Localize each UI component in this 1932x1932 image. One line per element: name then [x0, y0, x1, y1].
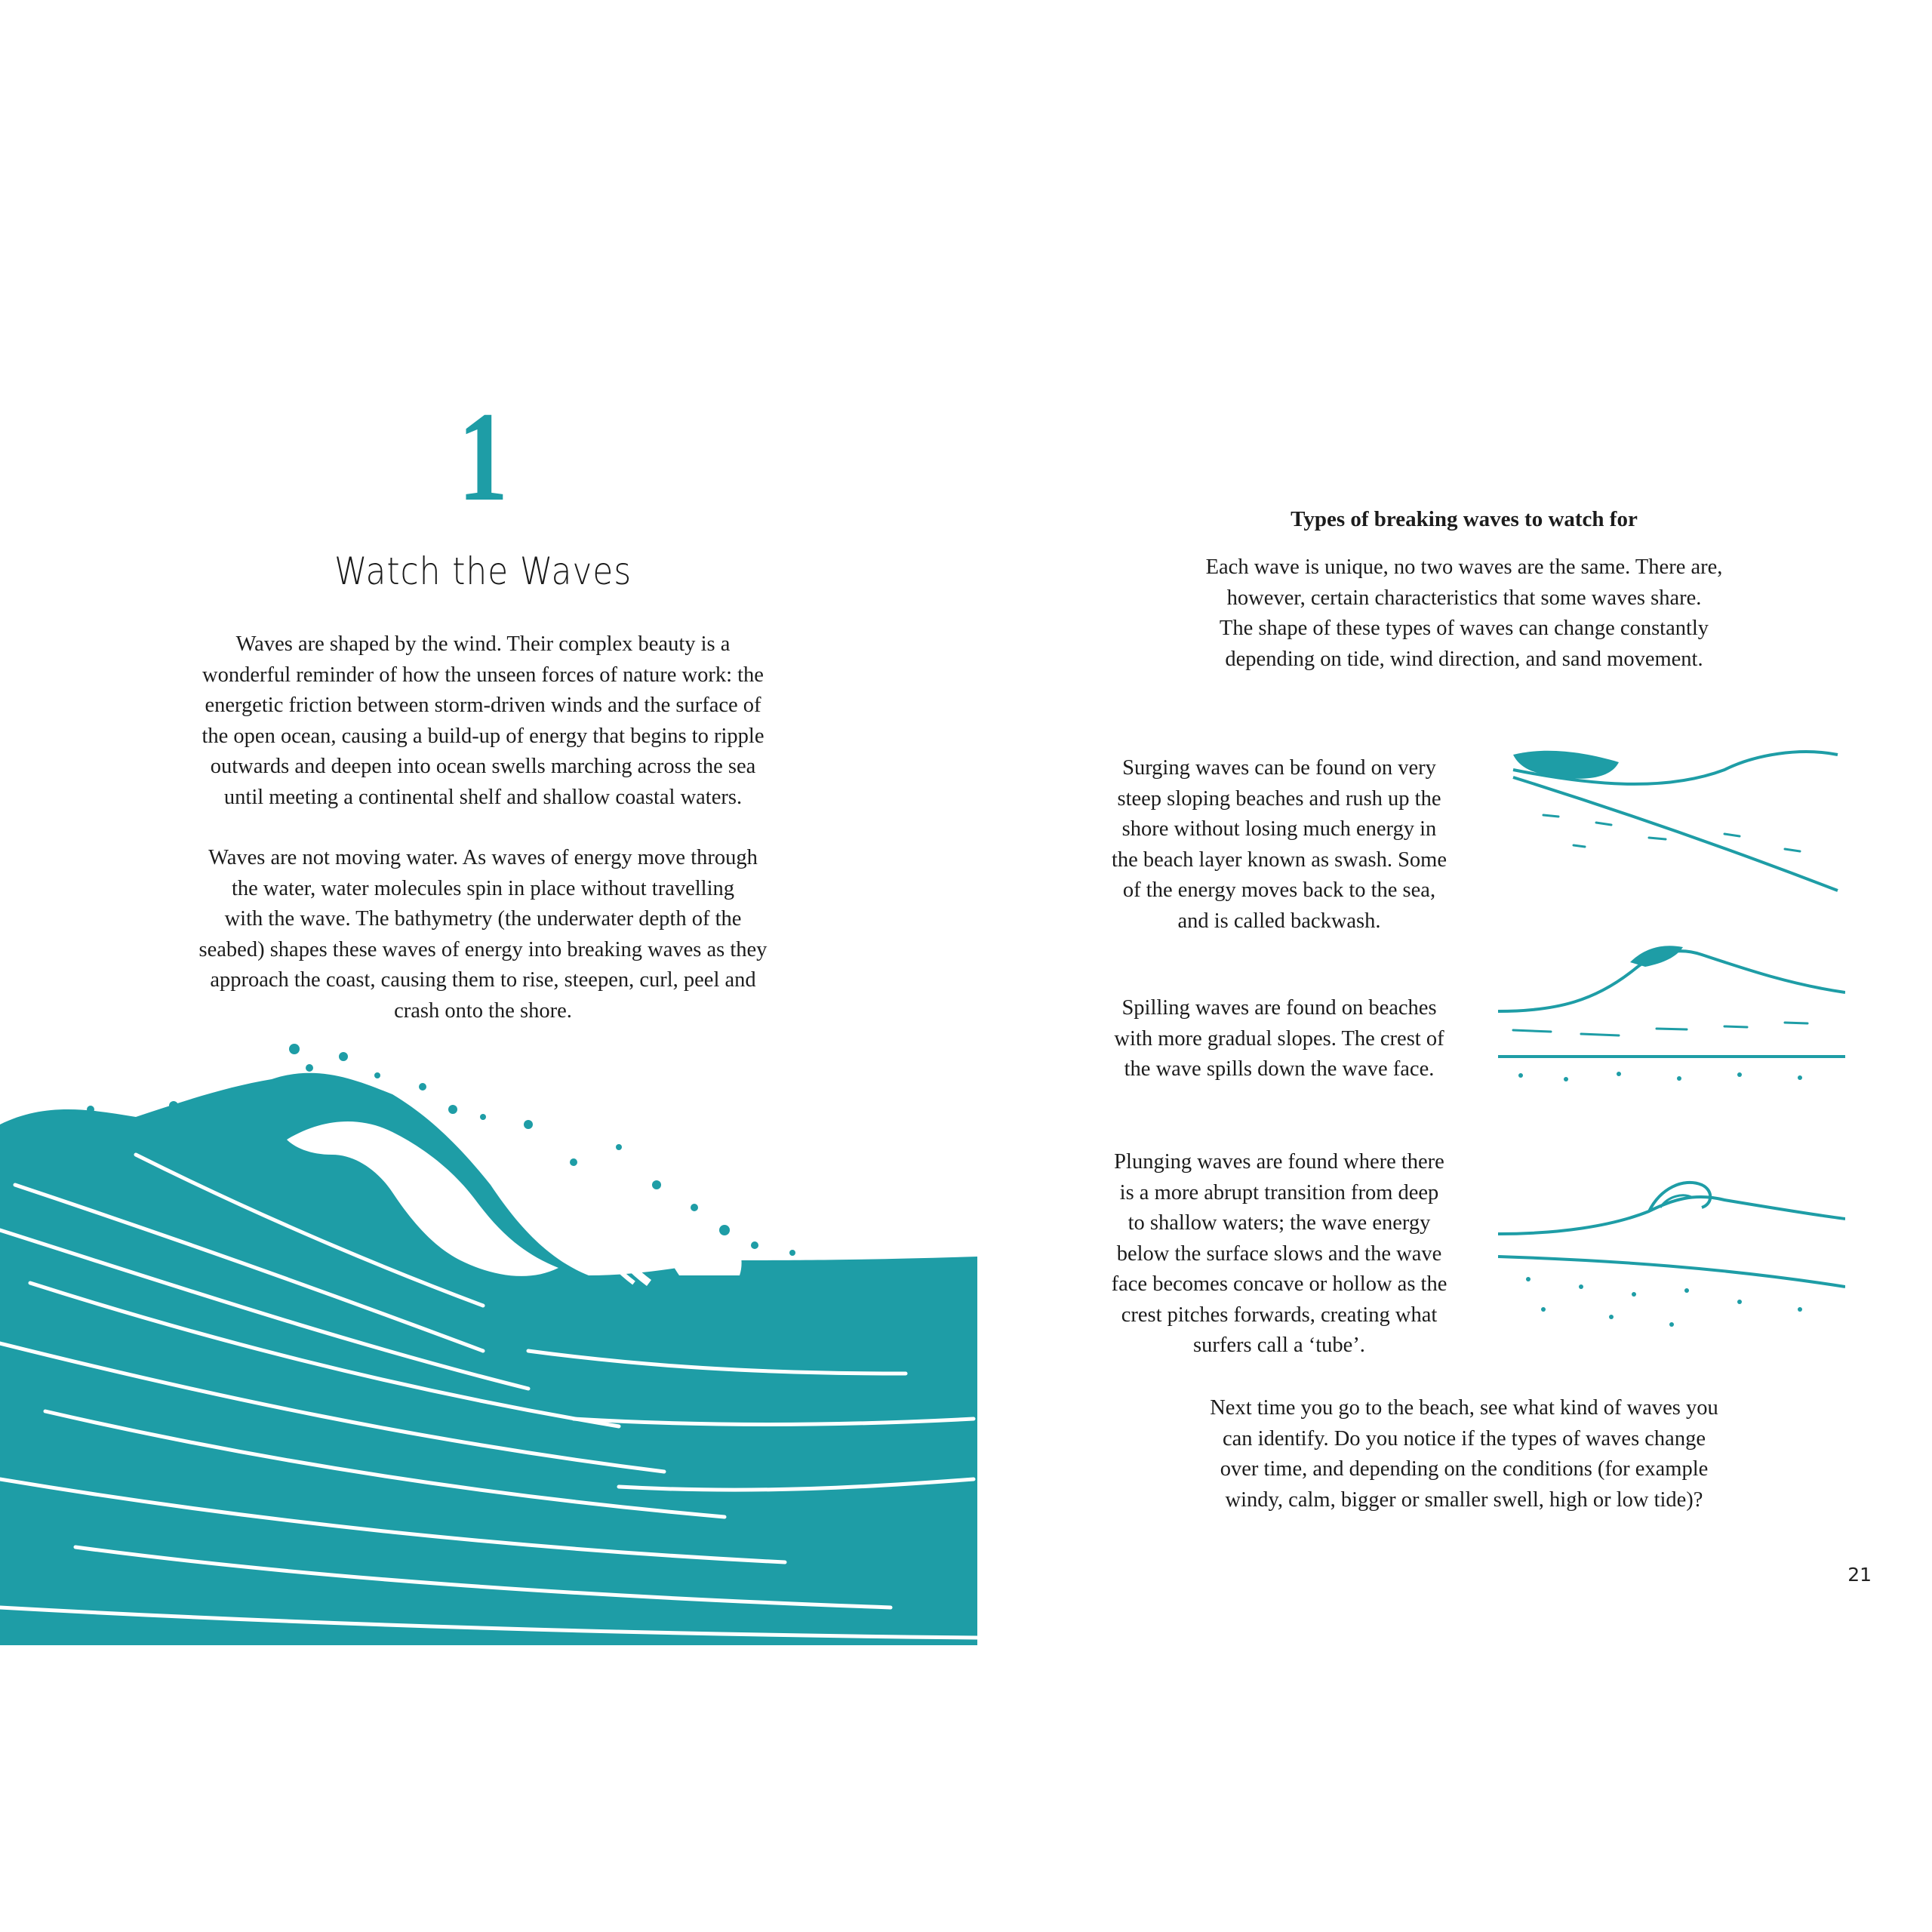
plunging-wave-sketch — [1498, 1166, 1845, 1340]
plunging-waves-description: Plunging waves are found where there is a more abrupt transition from deep to shallow waters; the wave energy below the surface slows and the wave face becomes concave or hollow as the crest pitches forwards, creating what surfers call a ‘tube’. — [1111, 1150, 1447, 1357]
surging-waves-description: Surging waves can be found on very steep sloping beaches and rush up the shore without losing much energy in the beach layer known as swash. Some of the energy moves back to the sea, and is called backwash. — [1111, 756, 1447, 933]
intro-paragraph-2: Waves are not moving water. As waves of energy move through the water, water molecules spin in place without travelling with the wave. The bathymetry (the underwater depth of the seabed) shapes these waves of energy into breaking waves as they approach the coast, causing them to rise, steepen, curl, peel and crash onto the shore. — [198, 846, 768, 1023]
chapter-number: 1 — [457, 386, 509, 528]
breaking-wave-illustration — [0, 1034, 977, 1645]
spilling-wave-sketch — [1498, 917, 1845, 1091]
surging-wave-sketch — [1498, 724, 1845, 898]
intro-paragraph-1: Waves are shaped by the wind. Their complex beauty is a wonderful reminder of how the unseen forces of nature work: the energetic friction between storm-driven winds and the surface of the open ocean, causing a build-up of energy that begins to ripple outwards and deepen into ocean swells marching across the sea until meeting a continental shelf and shallow coastal waters. — [202, 632, 764, 809]
types-heading: Types of breaking waves to watch for — [1291, 507, 1638, 531]
chapter-title: Watch the Waves — [334, 549, 632, 593]
types-intro-paragraph: Each wave is unique, no two waves are the same. There are, however, certain characteristics that some waves share. The shape of these types of waves can change constantly depending on tide, wind direction, and sand movement. — [1205, 555, 1723, 671]
spilling-waves-description: Spilling waves are found on beaches with more gradual slopes. The crest of the wave spills down the wave face. — [1114, 996, 1444, 1081]
closing-paragraph: Next time you go to the beach, see what kind of waves you can identify. Do you notice if the types of waves change over time, and depending on the conditions (for example windy, calm, bigger or smaller swell, high or low tide)? — [1210, 1396, 1718, 1512]
page-number: 21 — [1847, 1564, 1872, 1586]
